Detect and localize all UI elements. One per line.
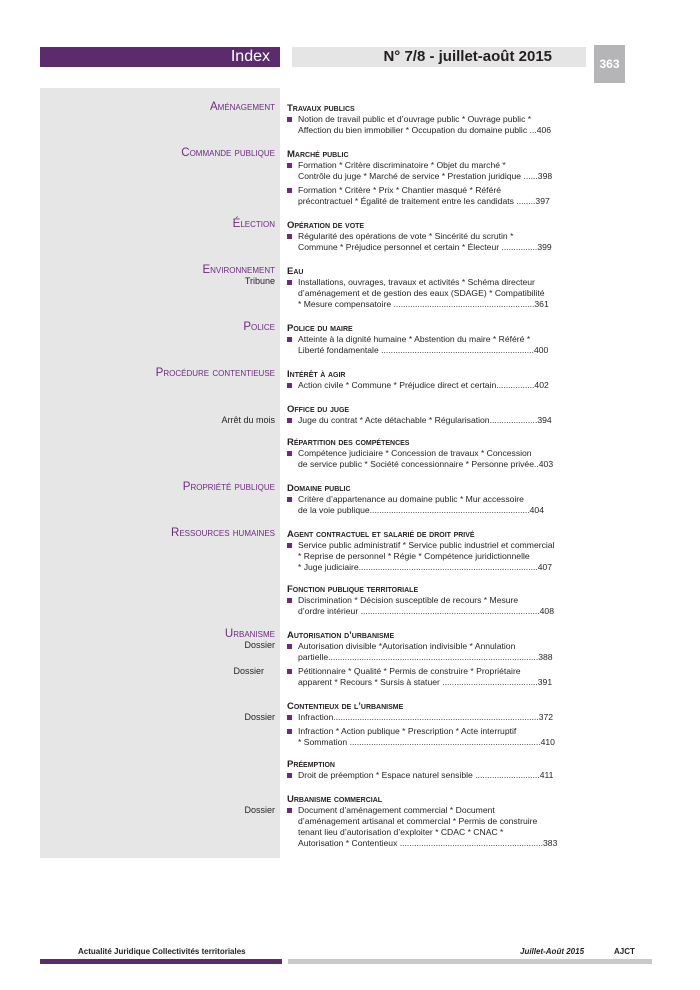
entry-line: * Reprise de personnel * Régie * Compétence juridictionnelle [298, 551, 530, 561]
section-title: Marché public [287, 149, 349, 160]
entry-line: précontractuel * Égalité de traitement entre les candidats ........ [298, 196, 536, 206]
entry-page: 407 [537, 562, 553, 572]
entry-page: 403 [538, 459, 554, 469]
section-title: Contentieux de l’urbanisme [287, 701, 404, 712]
bullet-square-icon [287, 163, 292, 168]
entry-last-line [298, 459, 587, 470]
bullet-square-icon [287, 729, 292, 734]
index-group [232, 218, 587, 253]
entry-line: Installations, ouvrages, travaux et activités * Schéma directeur [298, 277, 535, 287]
page-number: 363 [599, 57, 620, 71]
bullet-square-icon [287, 598, 292, 603]
bullet-square-icon [287, 117, 292, 122]
index-entry [287, 160, 587, 182]
section-title: Agent contractuel et salarié de droit privé [287, 529, 475, 540]
section-title: Urbanisme commercial [287, 794, 383, 805]
entry-page: 372 [538, 712, 554, 722]
section-title: Domaine public [287, 483, 351, 494]
entry-line: Formation * Critère * Prix * Chantier masqué * Référé [298, 185, 501, 195]
section-title: Travaux publics [287, 103, 355, 114]
index-entry [287, 712, 587, 723]
index-group [221, 404, 587, 470]
entry-last-line [298, 125, 587, 136]
entry-line: Droit de préemption * Espace naturel sensible ........................... [298, 770, 540, 780]
category-sidebar [40, 88, 280, 858]
index-entry [287, 494, 587, 516]
index-group [181, 147, 587, 207]
entry-line: Notion de travail public et d’ouvrage public * Ouvrage public * [298, 114, 532, 124]
index-group [209, 101, 587, 136]
entry-page: 397 [535, 196, 550, 206]
entry-line: tenant lieu d’autorisation d’exploiter * CDAC * CNAC * [298, 827, 504, 837]
index-content [155, 101, 587, 849]
section-title: Autorisation d’urbanisme [287, 630, 395, 641]
index-entry [287, 277, 587, 310]
entry-page: 400 [533, 345, 549, 355]
page-number-box [594, 45, 625, 83]
section-title: Fonction publique territoriale [287, 584, 419, 595]
category-label: Aménagement [209, 101, 275, 113]
index-entry [287, 805, 587, 849]
section-title: Office du juge [287, 404, 350, 415]
index-entry [287, 334, 587, 356]
entry-line: Contrôle du juge * Marché de service * Prestation juridique ...... [298, 171, 538, 181]
section-title: Index [230, 48, 270, 65]
entry-last-line [298, 242, 587, 253]
index-entry [287, 641, 587, 663]
bullet-square-icon [287, 808, 292, 813]
entry-page: 399 [537, 242, 552, 252]
entry-line: Commune * Préjudice personnel et certain * Électeur ............... [298, 242, 538, 252]
category-label: Urbanisme [224, 628, 275, 640]
entry-line: Formation * Critère discriminatoire * Objet du marché * [298, 160, 506, 170]
entry-line: de la voie publique................................................................... [298, 505, 530, 515]
entry-line: d’aménagement et de gestion des eaux (SDAGE) * Compatibilité [298, 288, 545, 298]
footer-date: Juillet-Août 2015 [520, 947, 585, 956]
entry-page: 383 [543, 838, 558, 848]
category-sublabel: Tribune [244, 276, 275, 286]
index-entry [287, 185, 587, 207]
entry-last-line [298, 737, 587, 748]
index-header-bar [40, 47, 280, 67]
entry-line: Régularité des opérations de vote * Sincérité du scrutin * [298, 231, 514, 241]
entry-line: * Sommation ................................................................................ [298, 737, 541, 747]
entry-last-line [298, 505, 587, 516]
entry-line: apparent * Recours * Sursis à statuer ........................................ [298, 677, 538, 687]
entry-line: Autorisation * Contentieux ............................................................ [298, 838, 544, 848]
entry-page: 408 [539, 606, 554, 616]
category-label: Propriété publique [182, 481, 275, 493]
issue-header-bar [292, 47, 586, 67]
entry-last-line [298, 380, 587, 391]
entry-line: Discrimination * Décision susceptible de recours * Mesure [298, 595, 519, 605]
category-sublabel: Arrêt du mois [221, 415, 275, 425]
category-label: Environnement [202, 264, 275, 276]
bullet-square-icon [287, 451, 292, 456]
entry-line: Compétence judiciaire * Concession de travaux * Concession [298, 448, 532, 458]
entry-last-line [298, 196, 587, 207]
entry-line: d’aménagement artisanal et commercial * Permis de construire [298, 816, 538, 826]
bullet-square-icon [287, 280, 292, 285]
section-title: Police du maire [287, 323, 353, 334]
bullet-square-icon [287, 644, 292, 649]
entry-last-line [298, 712, 587, 723]
bullet-square-icon [287, 234, 292, 239]
index-group [171, 527, 587, 617]
entry-page: 398 [537, 171, 553, 181]
section-title: Préemption [287, 759, 335, 770]
entry-line: Pétitionnaire * Qualité * Permis de construire * Propriétaire [298, 666, 521, 676]
bullet-square-icon [287, 497, 292, 502]
index-entry [287, 415, 587, 426]
index-group [155, 367, 587, 391]
index-entry [287, 448, 587, 470]
entry-last-line [298, 562, 587, 573]
index-entry [233, 666, 587, 688]
bullet-square-icon [287, 669, 292, 674]
category-sublabel: Dossier [244, 805, 275, 815]
index-entry [287, 595, 587, 617]
footer-abbr: AJCT [614, 947, 635, 956]
entry-page: 406 [536, 125, 552, 135]
entry-last-line [298, 345, 587, 356]
bullet-square-icon [287, 383, 292, 388]
section-title: Eau [287, 266, 304, 277]
entry-line: Infraction...................................................................................... [298, 712, 539, 722]
index-entry [287, 726, 587, 748]
entry-last-line [298, 606, 587, 617]
entry-last-line [298, 415, 587, 426]
issue-label: N° 7/8 - juillet-août 2015 [383, 48, 552, 65]
section-title: Répartition des compétences [287, 437, 410, 448]
footer-bar-purple [40, 959, 282, 964]
entry-page: 411 [539, 770, 554, 780]
entry-line: d’ordre intérieur ........................................................................... [298, 606, 540, 616]
entry-page: 402 [534, 380, 549, 390]
entry-line: Autorisation divisible *Autorisation indivisible * Annulation [298, 641, 516, 651]
category-label: Commande publique [181, 147, 275, 159]
entry-page: 404 [529, 505, 544, 515]
entry-line: Infraction * Action publique * Prescription * Acte interruptif [298, 726, 517, 736]
bullet-square-icon [287, 715, 292, 720]
entry-line: Juge du contrat * Acte détachable * Régularisation.................... [298, 415, 538, 425]
entry-page: 394 [537, 415, 552, 425]
category-label: Police [243, 321, 275, 333]
entry-line: Affection du bien immobilier * Occupation du domaine public ... [298, 125, 537, 135]
bullet-square-icon [287, 188, 292, 193]
index-group [182, 481, 587, 516]
category-label: Procédure contentieuse [155, 367, 275, 379]
entry-page: 410 [540, 737, 555, 747]
index-group [244, 794, 587, 849]
entry-line: Atteinte à la dignité humaine * Abstention du maire * Référé * [298, 334, 531, 344]
bullet-square-icon [287, 543, 292, 548]
entry-last-line [298, 171, 587, 182]
entry-line: Critère d’appartenance au domaine public * Mur accessoire [298, 494, 524, 504]
entry-last-line [298, 652, 587, 663]
category-sublabel: Dossier [244, 640, 275, 650]
index-entry [287, 770, 587, 781]
entry-last-line [298, 838, 587, 849]
index-group [202, 264, 587, 310]
entry-line: Document d’aménagement commercial * Document [298, 805, 495, 815]
bullet-square-icon [287, 773, 292, 778]
entry-page: 361 [534, 299, 549, 309]
index-group [224, 628, 587, 688]
footer-journal: Actualité Juridique Collectivités territoriales [78, 947, 246, 956]
section-title: Intérêt à agir [287, 369, 346, 380]
entry-line: Liberté fondamentale ................................................................ [298, 345, 534, 355]
section-title: Opération de vote [287, 220, 365, 231]
index-entry [287, 380, 587, 391]
index-entry [287, 114, 587, 136]
bullet-square-icon [287, 418, 292, 423]
entry-line: partielle........................................................................................ [298, 652, 539, 662]
entry-line: de service public * Société concessionnaire * Personne privée.. [298, 459, 539, 469]
category-sublabel: Dossier [244, 712, 275, 722]
bullet-square-icon [287, 337, 292, 342]
category-sublabel: Dossier [233, 666, 264, 676]
entry-last-line [298, 299, 587, 310]
footer-bar-grey [288, 959, 652, 964]
category-label: Élection [232, 218, 275, 230]
entry-line: * Juge judiciaire........................................................................... [298, 562, 538, 572]
index-group [243, 321, 587, 356]
entry-line: Service public administratif * Service public industriel et commercial [298, 540, 555, 550]
index-entry [287, 231, 587, 253]
index-group [244, 701, 587, 781]
category-label: Ressources humaines [171, 527, 275, 539]
entry-line: * Mesure compensatoire ........................................................... [298, 299, 535, 309]
entry-page: 388 [538, 652, 553, 662]
entry-line: Action civile * Commune * Préjudice direct et certain................ [298, 380, 535, 390]
entry-last-line [298, 770, 587, 781]
entry-last-line [298, 677, 587, 688]
index-entry [287, 540, 587, 573]
entry-page: 391 [537, 677, 553, 687]
